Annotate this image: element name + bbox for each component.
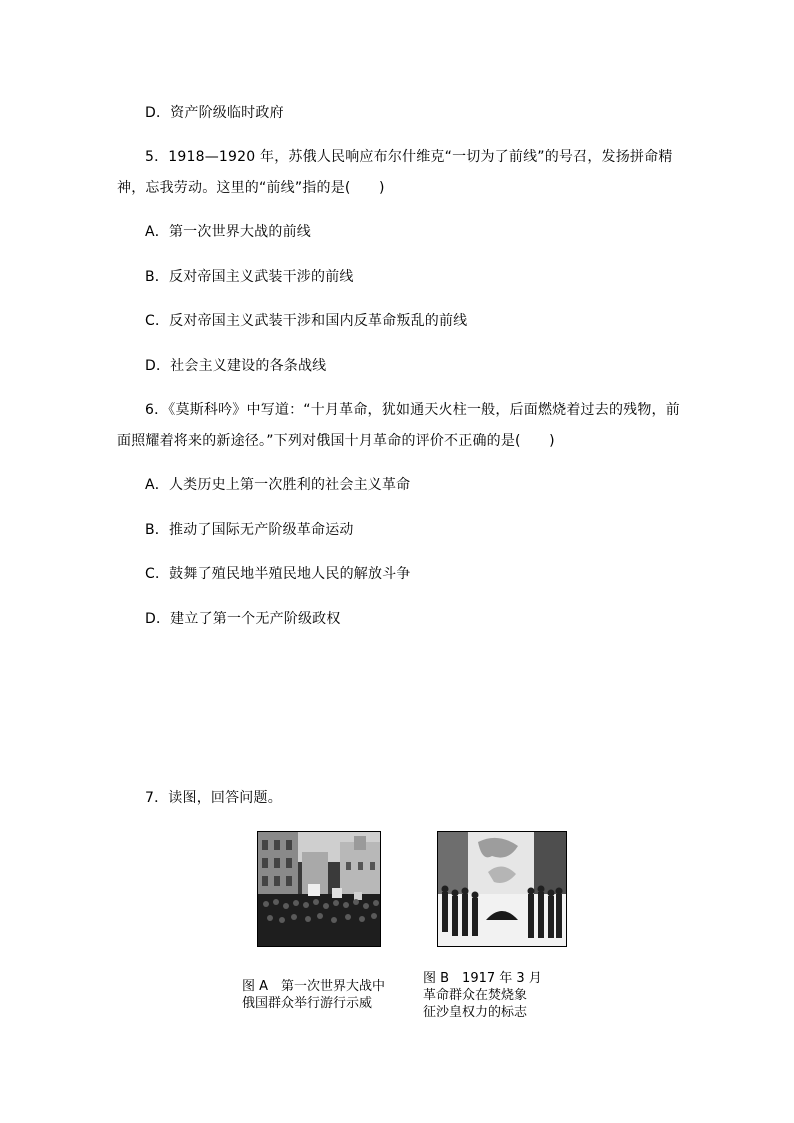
q7-stem: 7．读图，回答问题。 xyxy=(145,790,282,806)
q6-option-d: D．建立了第一个无产阶级政权 xyxy=(145,611,341,627)
q6-stem-line2: 面照耀着将来的新途径。”下列对俄国十月革命的评价不正确的是( ) xyxy=(117,433,555,449)
q5-stem-line2: 神，忘我劳动。这里的“前线”指的是( ) xyxy=(117,180,385,196)
q6-option-c: C．鼓舞了殖民地半殖民地人民的解放斗争 xyxy=(145,566,411,582)
q6-option-a: A．人类历史上第一次胜利的社会主义革命 xyxy=(145,477,411,493)
figure-a-image xyxy=(258,832,380,946)
q5-option-b: B．反对帝国主义武装干涉的前线 xyxy=(145,269,354,285)
figure-a-caption-line1: 图 A 第一次世界大战中 xyxy=(242,979,386,994)
q5-option-d: D．社会主义建设的各条战线 xyxy=(145,358,327,374)
q6-option-b: B．推动了国际无产阶级革命运动 xyxy=(145,522,354,538)
figure-a-caption-line2: 俄国群众举行游行示威 xyxy=(242,996,373,1011)
q5-stem-line1: 5．1918—1920 年，苏俄人民响应布尔什维克“一切为了前线”的号召，发扬拼命精 xyxy=(145,149,673,165)
figure-b-photo xyxy=(437,831,567,947)
figure-b-caption-line1: 图 B 1917 年 3 月 xyxy=(423,971,542,986)
q4-option-d: D．资产阶级临时政府 xyxy=(145,105,284,121)
q6-stem-line1: 6．《莫斯科吟》中写道：“十月革命，犹如通天火柱一般，后面燃烧着过去的残物，前 xyxy=(145,402,680,418)
figure-b-caption-line3: 征沙皇权力的标志 xyxy=(423,1005,528,1020)
figure-b-caption-line2: 革命群众在焚烧象 xyxy=(423,988,528,1003)
q5-option-c: C．反对帝国主义武装干涉和国内反革命叛乱的前线 xyxy=(145,313,468,329)
q5-option-a: A．第一次世界大战的前线 xyxy=(145,224,311,240)
figure-b-image xyxy=(438,832,566,946)
figure-a-photo xyxy=(257,831,381,947)
